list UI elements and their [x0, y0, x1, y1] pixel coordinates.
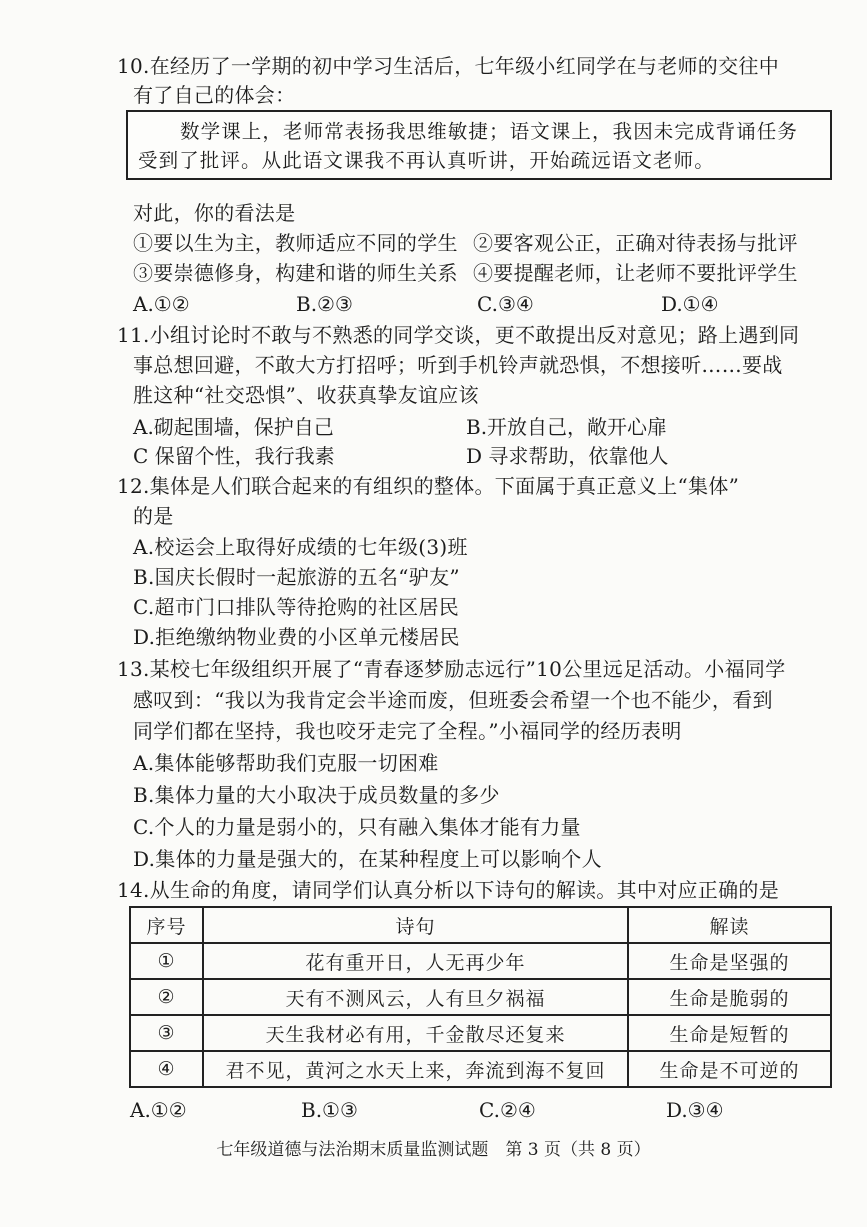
table-row: [130, 1015, 831, 1051]
header-poem: 诗句: [203, 907, 628, 943]
row-poem: 天有不测风云，人有旦夕祸福: [203, 979, 628, 1015]
q12-stem-line2: 的是: [133, 504, 174, 528]
row-interpretation: 生命是短暂的: [628, 1015, 831, 1051]
q14-option-c[interactable]: C.②④: [479, 1098, 536, 1122]
q11-stem-line1: 11.小组讨论时不敢与不熟悉的同学交谈，更不敢提出反对意见；路上遇到同: [117, 323, 800, 347]
q10-statement-1: ①要以生为主，教师适应不同的学生: [133, 231, 458, 255]
header-interpretation: 解读: [628, 907, 831, 943]
q10-option-a[interactable]: A.①②: [133, 292, 190, 316]
q13-option-b[interactable]: B.集体力量的大小取决于成员数量的多少: [133, 783, 500, 807]
q13-stem-line1: 13.某校七年级组织开展了“青春逐梦励志远行”10公里远足活动。小福同学: [117, 657, 786, 681]
q11-stem-line2: 事总想回避，不敢大方打招呼；听到手机铃声就恐惧，不想接听……要战: [133, 353, 783, 377]
q11-option-d[interactable]: D 寻求帮助，依靠他人: [466, 444, 669, 468]
q10-stem-line2: 有了自己的体会：: [133, 83, 296, 107]
page-footer: 七年级道德与法治期末质量监测试题 第 3 页（共 8 页）: [216, 1140, 651, 1160]
q11-option-a[interactable]: A.砌起围墙，保护自己: [133, 415, 334, 439]
row-interpretation: 生命是脆弱的: [628, 979, 831, 1015]
row-poem: 天生我材必有用，千金散尽还复来: [203, 1015, 628, 1051]
table-header-row: [130, 907, 831, 943]
q12-option-a[interactable]: A.校运会上取得好成绩的七年级(3)班: [133, 535, 468, 559]
q11-options-row1: [0, 413, 867, 441]
q10-statement-3: ③要崇德修身，构建和谐的师生关系: [133, 261, 458, 285]
q14-option-b[interactable]: B.①③: [301, 1098, 358, 1122]
q10-quote-box: [126, 110, 832, 180]
q10-stem-line1: 10.在经历了一学期的初中学习生活后，七年级小红同学在与老师的交往中: [117, 54, 780, 78]
q14-option-a[interactable]: A.①②: [130, 1098, 187, 1122]
q11-stem-line3: 胜这种“社交恐惧”、收获真挚友谊应该: [133, 383, 479, 407]
row-interpretation: 生命是不可逆的: [628, 1051, 831, 1087]
row-poem: 君不见，黄河之水天上来，奔流到海不复回: [203, 1051, 628, 1087]
q10-statement-2: ②要客观公正，正确对待表扬与批评: [473, 231, 798, 255]
q11-options-row2: [0, 442, 867, 470]
table-row: [130, 1051, 831, 1087]
q12-stem-line1: 12.集体是人们联合起来的有组织的整体。下面属于真正意义上“集体”: [117, 474, 740, 498]
row-number: ④: [130, 1051, 203, 1087]
q14-stem: 14.从生命的角度，请同学们认真分析以下诗句的解读。其中对应正确的是: [117, 878, 780, 902]
q10-quote-line2: 受到了批评。从此语文课我不再认真听讲，开始疏远语文老师。: [138, 149, 715, 172]
q10-quote-line1: 数学课上，老师常表扬我思维敏捷；语文课上，我因未完成背诵任务: [180, 120, 799, 143]
q12-option-c[interactable]: C.超市门口排队等待抢购的社区居民: [133, 595, 460, 619]
row-number: ③: [130, 1015, 203, 1051]
q10-option-b[interactable]: B.②③: [296, 292, 353, 316]
q11-option-b[interactable]: B.开放自己，敞开心扉: [466, 415, 668, 439]
q14-options: [0, 1096, 867, 1124]
row-poem: 花有重开日，人无再少年: [203, 943, 628, 979]
table-row: [130, 979, 831, 1015]
table-row: [130, 943, 831, 979]
q13-stem-line3: 同学们都在坚持，我也咬牙走完了全程。”小福同学的经历表明: [133, 719, 682, 743]
q10-option-d[interactable]: D.①④: [661, 292, 719, 316]
row-number: ①: [130, 943, 203, 979]
q12-option-d[interactable]: D.拒绝缴纳物业费的小区单元楼居民: [133, 625, 460, 649]
row-number: ②: [130, 979, 203, 1015]
q13-option-d[interactable]: D.集体的力量是强大的，在某种程度上可以影响个人: [133, 847, 602, 871]
q13-stem-line2: 感叹到：“我以为我肯定会半途而废，但班委会希望一个也不能少，看到: [133, 688, 773, 712]
row-interpretation: 生命是坚强的: [628, 943, 831, 979]
q10-prompt: 对此，你的看法是: [133, 201, 296, 225]
q13-option-c[interactable]: C.个人的力量是弱小的，只有融入集体才能有力量: [133, 815, 581, 839]
q12-option-b[interactable]: B.国庆长假时一起旅游的五名“驴友”: [133, 565, 460, 589]
q10-option-c[interactable]: C.③④: [477, 292, 534, 316]
header-number: 序号: [130, 907, 203, 943]
q14-option-d[interactable]: D.③④: [666, 1098, 724, 1122]
q13-option-a[interactable]: A.集体能够帮助我们克服一切困难: [133, 751, 439, 775]
q10-options: [0, 290, 867, 318]
q11-option-c[interactable]: C 保留个性，我行我素: [133, 444, 335, 468]
q10-statement-4: ④要提醒老师，让老师不要批评学生: [473, 261, 798, 285]
q14-poem-table: [129, 906, 832, 1088]
